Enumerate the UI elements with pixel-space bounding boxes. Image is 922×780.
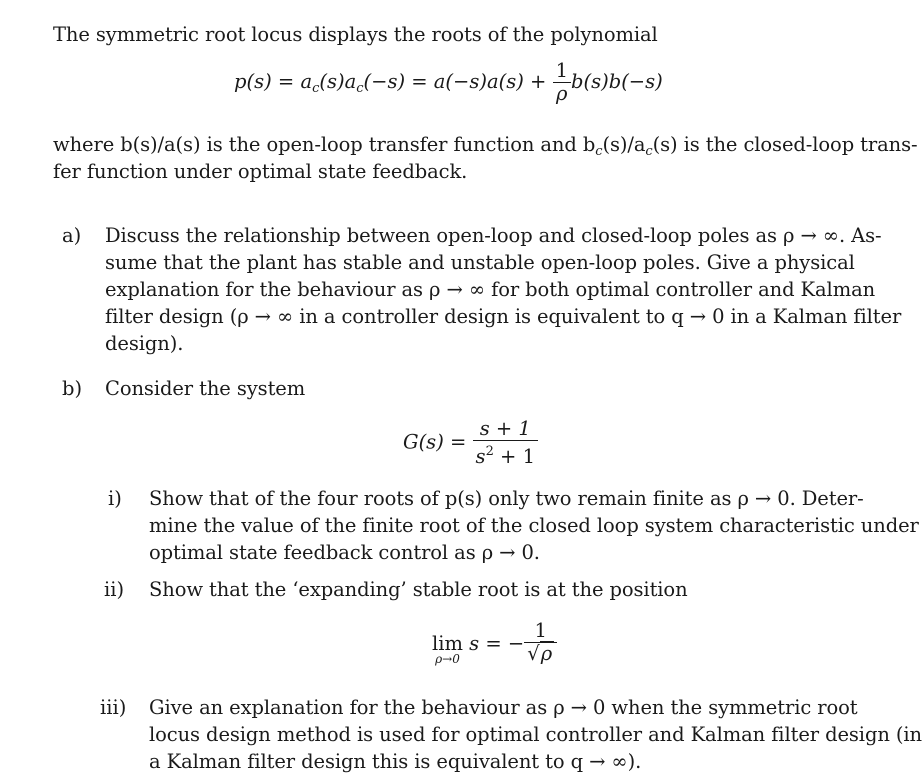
part-b-ii-label: ii) xyxy=(104,578,125,601)
part-b-iii-line-3: a Kalman filter design this is equivalent to q → ∞). xyxy=(149,750,642,773)
part-b-iii-label: iii) xyxy=(100,696,127,719)
part-b-label: b) xyxy=(62,377,83,400)
transfer-function-fraction: $\frac{s + 1}{s^2 + 1}$ xyxy=(473,418,538,468)
part-a-line-2: sume that the plant has stable and unstable open-loop poles. Give a physical xyxy=(105,251,855,274)
part-b-iii-line-2: locus design method is used for optimal controller and Kalman filter design (in xyxy=(149,723,922,746)
limit-equation: lim ρ→0 s = − $\frac{1}{√\rho}$ xyxy=(432,620,557,665)
part-b-ii-line: Show that the ‘expanding’ stable root is at the position xyxy=(149,578,688,601)
transfer-function-equation: G(s) = $\frac{s + 1}{s^2 + 1}$ xyxy=(403,418,538,468)
part-b-i-line-3: optimal state feedback control as ρ → 0. xyxy=(149,541,540,564)
limit-fraction: $\frac{1}{√\rho}$ xyxy=(524,620,557,665)
part-a-line-4: filter design (ρ → ∞ in a controller design is equivalent to q → 0 in a Kalman filter xyxy=(105,305,902,328)
part-b-i-line-2: mine the value of the finite root of the closed loop system characteristic under xyxy=(149,514,919,537)
limit-operator: lim ρ→0 xyxy=(432,632,463,666)
part-b-line: Consider the system xyxy=(105,377,306,400)
one-over-rho-fraction: $\frac{1}{\rho}$ xyxy=(553,60,571,105)
intro-line-3: fer function under optimal state feedback. xyxy=(53,160,468,183)
part-b-i-label: i) xyxy=(108,487,122,510)
part-a-line-1: Discuss the relationship between open-loop and closed-loop poles as ρ → ∞. As- xyxy=(105,224,882,247)
part-a-label: a) xyxy=(62,224,82,247)
part-a-line-5: design). xyxy=(105,332,184,355)
part-b-iii-line-1: Give an explanation for the behaviour as ρ → 0 when the symmetric root xyxy=(149,696,858,719)
intro-line-2: where b(s)/a(s) is the open-loop transfer function and $b_c(s)/a_c(s)$ is the closed-loop trans- xyxy=(53,133,918,159)
intro-line-1: The symmetric root locus displays the roots of the polynomial xyxy=(53,23,658,46)
part-a-line-3: explanation for the behaviour as ρ → ∞ for both optimal controller and Kalman xyxy=(105,278,876,301)
polynomial-equation: $p(s) = a_c(s)a_c(-s) = a(-s)a(s)$ + $\frac{1}{\rho}$ b(s)b(−s) xyxy=(234,59,663,105)
part-b-i-line-1: Show that of the four roots of p(s) only two remain finite as ρ → 0. Deter- xyxy=(149,487,864,510)
